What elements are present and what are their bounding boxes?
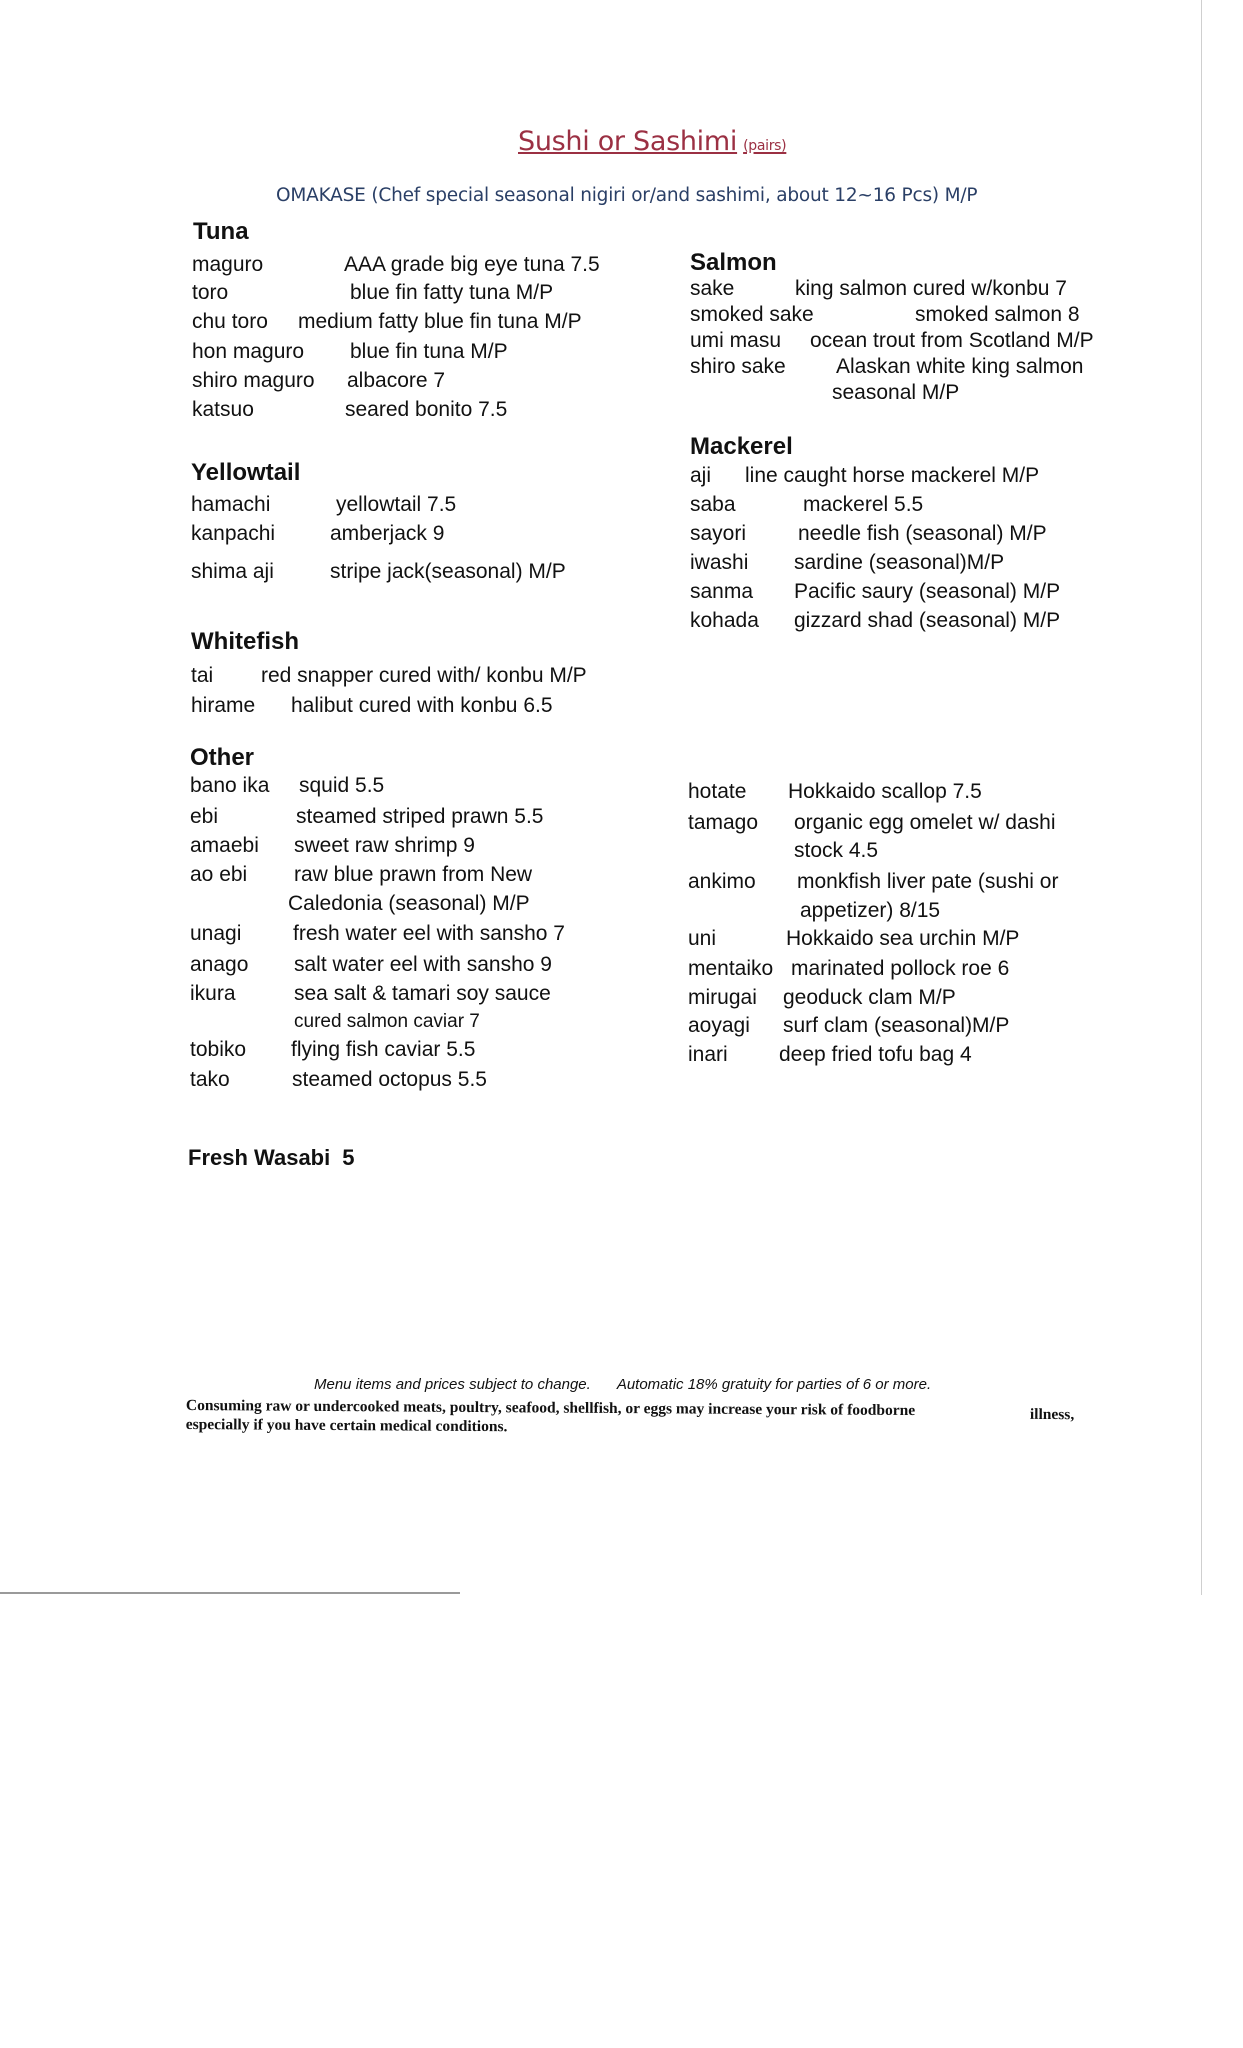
section-heading-yellowtail: Yellowtail <box>191 459 301 486</box>
health-warning-illness: illness, <box>1029 1405 1075 1424</box>
menu-title-sub: (pairs) <box>743 138 787 154</box>
scan-edge-vertical <box>1201 0 1202 1595</box>
omakase-line: OMAKASE (Chef special seasonal nigiri or/and sashimi, about 12~16 Pcs) M/P <box>276 185 978 206</box>
fresh-wasabi-price: 5 <box>342 1145 355 1170</box>
fresh-wasabi: Fresh Wasabi 5 <box>188 1145 355 1170</box>
section-heading-salmon: Salmon <box>690 249 777 276</box>
scan-edge-horizontal <box>0 1592 460 1594</box>
section-heading-tuna: Tuna <box>193 218 249 245</box>
section-heading-mackerel: Mackerel <box>690 433 793 460</box>
menu-page: Sushi or Sashimi (pairs) OMAKASE (Chef special seasonal nigiri or/and sashimi, about 12~16 Pcs) M/P Tuna maguro AAA grade big eye tuna 7.5 toro blue fin fatty tuna M/P chu toro medium fatty blue fin tuna M/P hon maguro blue fin tuna M/P shiro maguro albacore 7 katsuo seared bonito 7.5 Yellowtail hamachi yellowtail 7.5 kanpachi amberjack 9 shima aji stripe jack(seasonal) M/P Whitefish tai red snapper cured with/ konbu M/P hirame halibut cured with konbu 6.5 Salmon sake king salmon cured w/konbu 7 smoked sake smoked salmon 8 umi masu ocean trout from Scotland M/P shiro sake Alaskan white king salmon seasonal M/P Mackerel aji line caught horse mackerel M/P saba mackerel 5.5 sayori needle fish (seasonal) M/P iwashi sardine (seasonal)M/P sanma Pacific saury (seasonal) M/P kohada gizzard shad (seasonal) M/P Other bano ika squid 5.5 ebi steamed striped prawn 5.5 amaebi sweet raw shrimp 9 ao ebi raw blue prawn from New Caledonia (seasonal) M/P unagi fresh water eel with sansho 7 anago salt water eel with sansho 9 ikura sea salt & tamari soy sauce cured salmon caviar 7 tobiko flying fish caviar 5.5 tako steamed octopus 5.5 hotate Hokkaido scallop 7.5 tamago organic egg omelet w/ dashi stock 4.5 ankimo monkfish liver pate (sushi or appetizer) 8/15 uni Hokkaido sea urchin M/P mentaiko marinated pollock roe 6 mirugai geoduck clam M/P aoyagi surf clam (seasonal)M/P inari deep fried tofu bag 4 Fresh Wasabi 5 Menu items and prices subject to change. Automatic 18% gratuity for parties of 6 or more. Consuming raw or undercooked meats, poultry, seafood, shellfish, or eggs may increase your risk of foodborne illness, especially if you have certain medical conditions. <box>0 0 1243 2048</box>
menu-title: Sushi or Sashimi (pairs) <box>518 126 787 157</box>
section-heading-whitefish: Whitefish <box>191 628 299 655</box>
section-heading-other: Other <box>190 744 255 771</box>
health-warning: Consuming raw or undercooked meats, poultry, seafood, shellfish, or eggs may increase your risk of foodborne illness, especially if you have certain medical conditions. <box>185 1397 1075 1436</box>
gratuity-note: Automatic 18% gratuity for parties of 6 or more. <box>616 1376 932 1393</box>
footer-note: Menu items and prices subject to change. Automatic 18% gratuity for parties of 6 or more. <box>314 1376 932 1393</box>
